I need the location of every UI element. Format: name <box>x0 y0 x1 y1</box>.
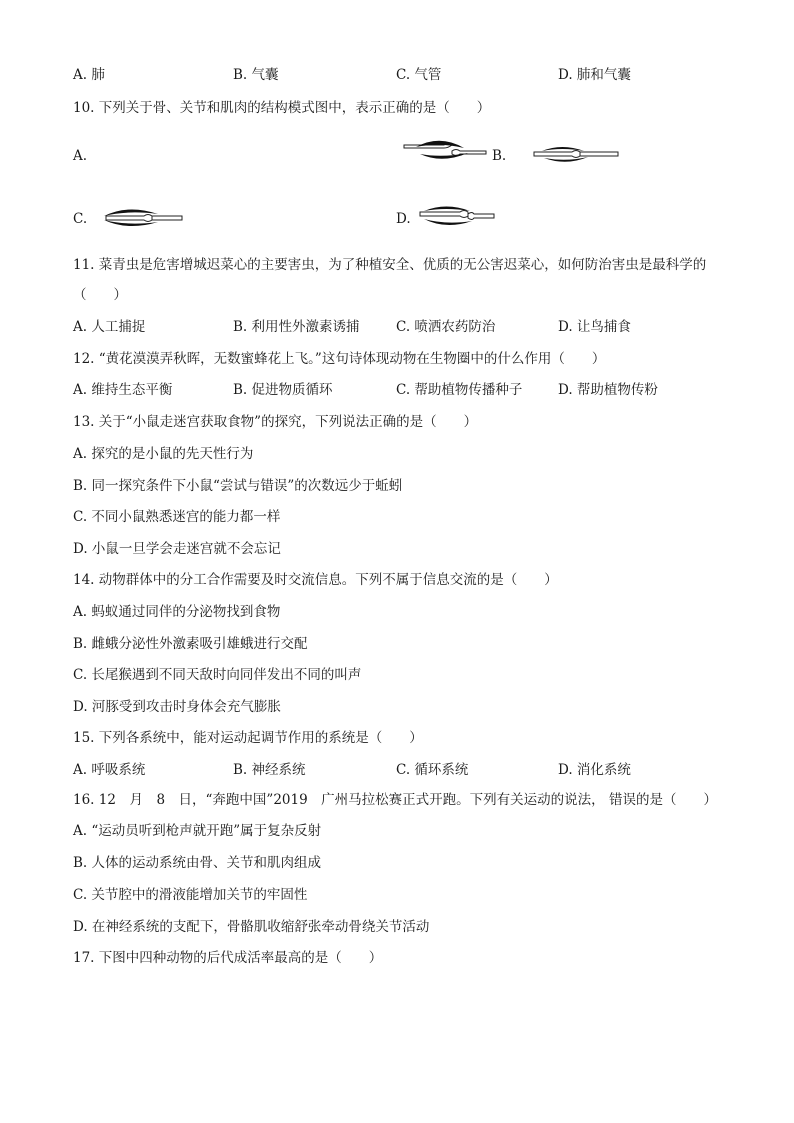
q15-option-b: B. 神经系统 <box>233 762 306 778</box>
q9-option-a: A. 肺 <box>73 67 105 83</box>
q16-option-c: C. 关节腔中的滑液能增加关节的牢固性 <box>73 887 308 903</box>
q10-label-d: D. <box>396 211 411 227</box>
q16-option-d: D. 在神经系统的支配下，骨骼肌收缩舒张牵动骨绕关节活动 <box>73 919 430 935</box>
q12-option-b: B. 促进物质循环 <box>233 382 333 398</box>
q12-option-d: D. 帮助植物传粉 <box>558 382 658 398</box>
q13-option-b: B. 同一探究条件下小鼠“尝试与错误”的次数远少于蚯蚓 <box>73 478 403 494</box>
q9-option-c: C. 气管 <box>396 67 442 83</box>
q9-option-b: B. 气囊 <box>233 67 279 83</box>
q10-label-a: A. <box>73 148 88 164</box>
q17-stem: 17. 下图中四种动物的后代成活率最高的是（ ） <box>73 950 383 966</box>
bone-muscle-diagram-b <box>532 142 622 168</box>
bone-muscle-diagram-a <box>402 136 488 166</box>
q13-stem: 13. 关于“小鼠走迷宫获取食物”的探究，下列说法正确的是（ ） <box>73 414 478 430</box>
q10-stem: 10. 下列关于骨、关节和肌肉的结构模式图中，表示正确的是（ ） <box>73 100 491 116</box>
q10-label-c: C. <box>73 211 88 227</box>
q16-option-a: A. “运动员听到枪声就开跑”属于复杂反射 <box>73 823 322 839</box>
q11-option-b: B. 利用性外激素诱捕 <box>233 319 360 335</box>
q14-stem: 14. 动物群体中的分工合作需要及时交流信息。下列不属于信息交流的是（ ） <box>73 572 558 588</box>
q14-option-c: C. 长尾猴遇到不同天敌时向同伴发出不同的叫声 <box>73 667 362 683</box>
q13-option-a: A. 探究的是小鼠的先天性行为 <box>73 446 254 462</box>
q12-stem: 12. “黄花漠漠弄秋晖，无数蜜蜂花上飞。”这句诗体现动物在生物圈中的什么作用（ ） <box>73 351 606 367</box>
q9-option-d: D. 肺和气囊 <box>558 67 631 83</box>
q12-option-c: C. 帮助植物传播种子 <box>396 382 523 398</box>
q16-option-b: B. 人体的运动系统由骨、关节和肌肉组成 <box>73 855 322 871</box>
q12-option-a: A. 维持生态平衡 <box>73 382 173 398</box>
q13-option-c: C. 不同小鼠熟悉迷宫的能力都一样 <box>73 509 281 525</box>
q15-option-d: D. 消化系统 <box>558 762 631 778</box>
q10-label-b: B. <box>492 148 507 164</box>
bone-muscle-diagram-c <box>100 204 186 232</box>
q15-option-c: C. 循环系统 <box>396 762 469 778</box>
q13-option-d: D. 小鼠一旦学会走迷宫就不会忘记 <box>73 541 281 557</box>
q11-option-d: D. 让鸟捕食 <box>558 319 631 335</box>
q16-stem: 16. 12 月 8 日，“奔跑中国”2019 广州马拉松赛正式开跑。下列有关运动的说法， 错误的是（ ） <box>73 792 717 808</box>
q11-option-a: A. 人工捕捉 <box>73 319 146 335</box>
bone-muscle-diagram-d <box>416 202 498 232</box>
q11-option-c: C. 喷洒农药防治 <box>396 319 496 335</box>
q14-option-a: A. 蚂蚁通过同伴的分泌物找到食物 <box>73 604 281 620</box>
q11-stem-continued: （ ） <box>73 287 127 303</box>
q15-option-a: A. 呼吸系统 <box>73 762 146 778</box>
q15-stem: 15. 下列各系统中，能对运动起调节作用的系统是（ ） <box>73 730 423 746</box>
q14-option-b: B. 雌蛾分泌性外激素吸引雄蛾进行交配 <box>73 636 308 652</box>
q14-option-d: D. 河豚受到攻击时身体会充气膨胀 <box>73 699 281 715</box>
q11-stem: 11. 菜青虫是危害增城迟菜心的主要害虫，为了种植安全、优质的无公害迟菜心，如何防治害虫是最科学的 <box>73 257 707 273</box>
